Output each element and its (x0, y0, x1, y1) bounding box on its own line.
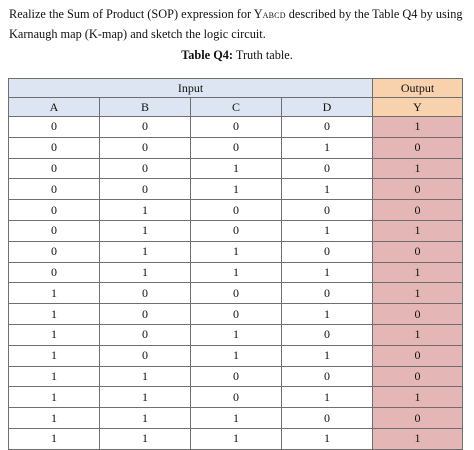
cell-y: 1 (373, 117, 463, 138)
cell-b: 0 (100, 345, 191, 366)
cell-a: 1 (9, 304, 100, 325)
cell-a: 1 (9, 345, 100, 366)
cell-d: 0 (282, 408, 373, 429)
cell-b: 1 (100, 262, 191, 283)
cell-a: 0 (9, 158, 100, 179)
cell-b: 1 (100, 387, 191, 408)
cell-c: 1 (191, 158, 282, 179)
cell-y: 1 (373, 283, 463, 304)
cell-y: 0 (373, 179, 463, 200)
cell-a: 1 (9, 387, 100, 408)
cell-a: 0 (9, 179, 100, 200)
cell-b: 0 (100, 137, 191, 158)
input-group-header: Input (9, 79, 373, 98)
table-row (9, 366, 463, 387)
cell-d: 0 (282, 324, 373, 345)
table-row (9, 262, 463, 283)
cell-y: 1 (373, 158, 463, 179)
cell-b: 1 (100, 366, 191, 387)
cell-a: 0 (9, 241, 100, 262)
cell-y: 0 (373, 408, 463, 429)
cell-d: 1 (282, 387, 373, 408)
cell-d: 1 (282, 220, 373, 241)
cell-b: 1 (100, 428, 191, 449)
cell-d: 1 (282, 137, 373, 158)
cell-b: 0 (100, 158, 191, 179)
question-subscript: ABCD (262, 11, 286, 20)
cell-d: 1 (282, 345, 373, 366)
cell-c: 0 (191, 283, 282, 304)
cell-y: 1 (373, 262, 463, 283)
truth-table-header (9, 79, 463, 117)
cell-b: 0 (100, 304, 191, 325)
cell-y: 1 (373, 324, 463, 345)
output-group-header: Output (373, 79, 463, 98)
question-text (9, 5, 467, 44)
table-row (9, 241, 463, 262)
cell-y: 0 (373, 241, 463, 262)
table-row (9, 408, 463, 429)
cell-c: 0 (191, 200, 282, 221)
table-row (9, 137, 463, 158)
cell-y: 1 (373, 387, 463, 408)
cell-c: 1 (191, 408, 282, 429)
cell-d: 1 (282, 428, 373, 449)
cell-c: 0 (191, 366, 282, 387)
column-header-row (9, 98, 463, 117)
cell-c: 1 (191, 345, 282, 366)
cell-a: 0 (9, 137, 100, 158)
cell-c: 0 (191, 220, 282, 241)
truth-table-body (9, 117, 463, 450)
cell-a: 1 (9, 366, 100, 387)
cell-a: 0 (9, 200, 100, 221)
cell-c: 0 (191, 304, 282, 325)
cell-c: 1 (191, 241, 282, 262)
cell-c: 0 (191, 117, 282, 138)
table-row (9, 304, 463, 325)
cell-y: 0 (373, 137, 463, 158)
cell-d: 1 (282, 304, 373, 325)
cell-c: 1 (191, 324, 282, 345)
cell-d: 0 (282, 283, 373, 304)
table-row (9, 179, 463, 200)
column-header-b: B (100, 98, 191, 117)
table-row (9, 283, 463, 304)
cell-b: 1 (100, 220, 191, 241)
cell-d: 0 (282, 117, 373, 138)
table-caption (0, 48, 474, 63)
cell-d: 0 (282, 366, 373, 387)
cell-c: 1 (191, 262, 282, 283)
column-header-a: A (9, 98, 100, 117)
cell-y: 0 (373, 366, 463, 387)
column-header-y: Y (373, 98, 463, 117)
cell-a: 1 (9, 428, 100, 449)
cell-d: 1 (282, 179, 373, 200)
cell-y: 1 (373, 220, 463, 241)
table-row (9, 324, 463, 345)
table-row (9, 220, 463, 241)
cell-b: 1 (100, 408, 191, 429)
table-caption-text: Truth table. (233, 48, 293, 62)
table-row (9, 158, 463, 179)
question-text-after: described by the Table Q4 by using Karnaugh map (K-map) and sketch the logic circuit. (9, 7, 463, 41)
cell-y: 0 (373, 200, 463, 221)
column-header-c: C (191, 98, 282, 117)
cell-b: 0 (100, 179, 191, 200)
cell-b: 1 (100, 200, 191, 221)
group-header-row (9, 79, 463, 98)
cell-y: 0 (373, 345, 463, 366)
cell-a: 1 (9, 324, 100, 345)
cell-a: 0 (9, 117, 100, 138)
cell-d: 1 (282, 262, 373, 283)
cell-a: 0 (9, 262, 100, 283)
cell-a: 1 (9, 408, 100, 429)
cell-c: 1 (191, 179, 282, 200)
truth-table (8, 78, 463, 450)
cell-b: 0 (100, 324, 191, 345)
question-text-before: Realize the Sum of Product (SOP) expression for Y (9, 7, 263, 21)
cell-d: 0 (282, 241, 373, 262)
column-header-d: D (282, 98, 373, 117)
table-row (9, 345, 463, 366)
cell-d: 0 (282, 200, 373, 221)
cell-a: 0 (9, 220, 100, 241)
cell-b: 0 (100, 117, 191, 138)
table-row (9, 428, 463, 449)
cell-a: 1 (9, 283, 100, 304)
cell-c: 0 (191, 387, 282, 408)
table-row (9, 387, 463, 408)
cell-c: 0 (191, 137, 282, 158)
cell-y: 1 (373, 428, 463, 449)
cell-b: 0 (100, 283, 191, 304)
table-caption-label: Table Q4: (181, 48, 234, 62)
cell-b: 1 (100, 241, 191, 262)
cell-c: 1 (191, 428, 282, 449)
table-row (9, 200, 463, 221)
cell-y: 0 (373, 304, 463, 325)
cell-d: 0 (282, 158, 373, 179)
table-row (9, 117, 463, 138)
